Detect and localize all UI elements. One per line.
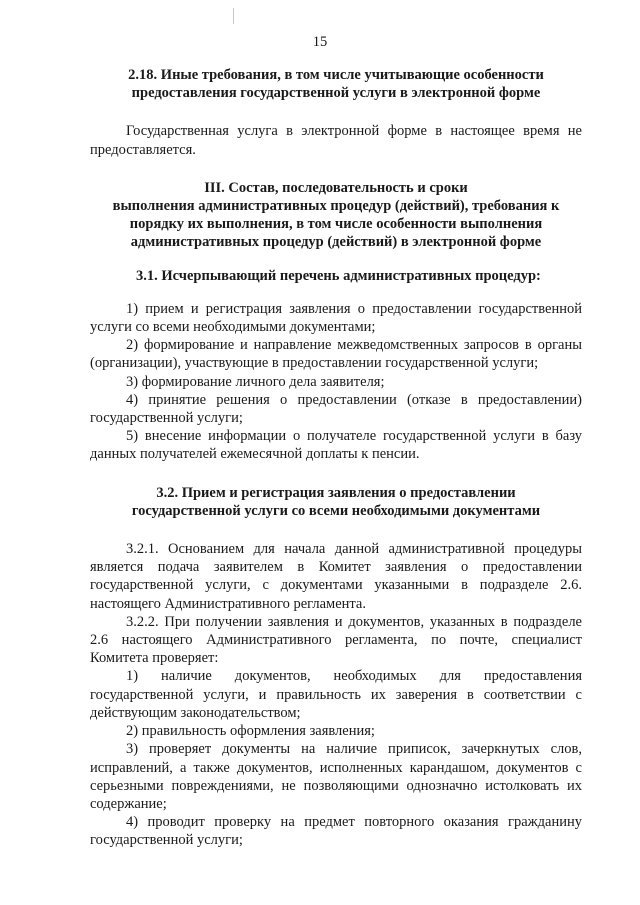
section-3-2-paragraph: 3) проверяет документы на наличие приписок, зачеркнутых слов, исправлений, а также документов, исполненных карандашом, документов с серьезными повреждениями, не позволяющими однозначно истолковать их содержание; xyxy=(90,741,582,812)
list-item: 1) прием и регистрация заявления о предоставлении государственной услуги со всеми необходимыми документами; xyxy=(90,300,582,336)
section-2-18-paragraph: Государственная услуга в электронной форме в настоящее время не предоставляется. xyxy=(90,123,582,158)
section-3-heading xyxy=(90,179,582,252)
heading-line: выполнения административных процедур (действий), требования к xyxy=(112,198,560,215)
section-3-2-paragraph: 2) правильность оформления заявления; xyxy=(126,723,375,740)
heading-line: предоставления государственной услуги в электронной форме xyxy=(131,85,541,102)
page-content xyxy=(90,66,582,850)
list-item: 4) принятие решения о предоставлении (отказе в предоставлении) государственной услуги; xyxy=(90,391,582,427)
heading-line: 2.18. Иные требования, в том числе учитывающие особенности xyxy=(128,67,544,83)
list-item: 5) внесение информации о получателе государственной услуги в базу данных получателей ежемесячной доплаты к пенсии. xyxy=(90,428,582,463)
section-3-2-paragraph: 3.2.1. Основанием для начала данной административной процедуры является подача заявителем в Комитет заявления о предоставлении государственной услуги, с документами указанными в подразделе 2.6. настоящего Административного регламента. xyxy=(90,541,582,612)
heading-line: административных процедур (действий) в электронной форме xyxy=(130,234,542,251)
heading-line: порядку их выполнения, в том числе особенности выполнения xyxy=(129,216,543,233)
list-item: 3) формирование личного дела заявителя; xyxy=(126,373,385,390)
page-number: 15 xyxy=(312,34,328,50)
heading-line: государственной услуги со всеми необходимыми документами xyxy=(131,502,541,519)
section-2-18-heading xyxy=(90,66,582,102)
scan-artifact xyxy=(233,8,234,24)
section-3-2-heading xyxy=(90,484,582,520)
section-3-2-paragraph: 4) проводит проверку на предмет повторного оказания гражданину государственной услуги; xyxy=(90,814,582,849)
heading-line: III. Состав, последовательность и сроки xyxy=(204,179,468,196)
section-3-1-heading: 3.1. Исчерпывающий перечень административных процедур: xyxy=(136,267,541,284)
section-3-2-paragraph: 1) наличие документов, необходимых для предоставления государственной услуги, и правильность их заверения в соответствии с действующим законодательством; xyxy=(90,668,582,721)
list-item: 2) формирование и направление межведомственных запросов в органы (организации), участвующие в предоставлении государственной услуги; xyxy=(90,337,582,372)
section-3-2-paragraph: 3.2.2. При получении заявления и документов, указанных в подразделе 2.6 настоящего Административного регламента, по почте, специалист Комитета проверяет: xyxy=(90,613,582,667)
heading-line: 3.2. Прием и регистрация заявления о предоставлении xyxy=(156,484,516,501)
